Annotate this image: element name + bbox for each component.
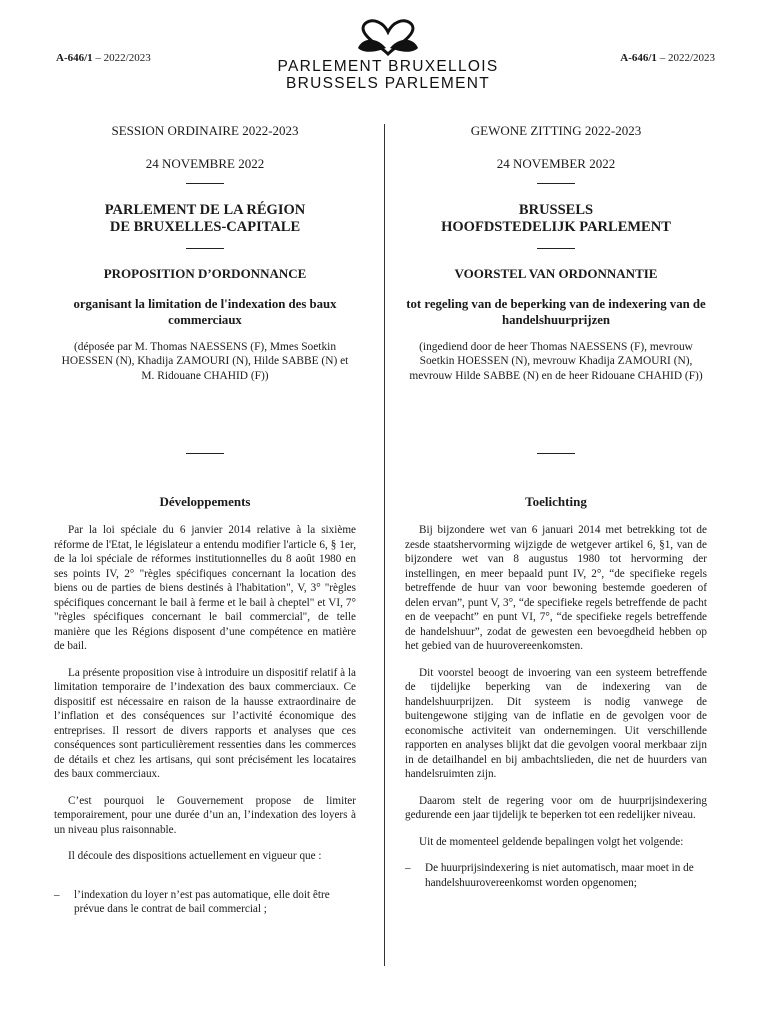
session-date: 24 NOVEMBER 2022 (496, 155, 616, 171)
dutch-column (405, 123, 707, 889)
document-year: – 2022/2023 (92, 52, 151, 64)
session-label: GEWONE ZITTING 2022-2023 (470, 123, 642, 138)
paragraph: Dit voorstel beoogt de invoering van een systeem betreffende de tijdelijke beperking van de indexering van de handelshuurprijzen. Dit systeem is nodig vanwege de buitengewone stijging van de inflatie en de gevolgen voor de economische activiteit van ondernemingen. Uit verschillende rapporten en analyses blijkt dat die gevolgen vooral merkbaar zijn in de detailhandel en bij ambachtslieden, die net de huurders van handelsruimten zijn. (405, 666, 707, 780)
document-reference-right (620, 52, 715, 64)
document-number: A-646/1 (620, 52, 657, 64)
logo-text-nl: BRUSSELS PARLEMENT (286, 75, 490, 92)
logo-text-fr: PARLEMENT BRUXELLOIS (277, 58, 499, 75)
separator (186, 183, 224, 184)
document-type: VOORSTEL VAN ORDONNANTIE (454, 266, 658, 281)
document-title: organisant la limitation de l'indexation des baux commerciaux (73, 296, 337, 327)
institution-line-1: BRUSSELS (518, 202, 594, 218)
bullet-dash: – (405, 862, 411, 874)
section-heading: Développements (159, 494, 251, 509)
institution-name (54, 202, 356, 236)
parliament-heart-logo-icon (356, 18, 420, 58)
paragraph: C’est pourquoi le Gouvernement propose de limiter temporairement, pour une durée d’un an, l’indexation des loyers à un niveau plus raisonnable. (54, 794, 356, 836)
authors: (déposée par M. Thomas NAESSENS (F), Mmes Soetkin HOESSEN (N), Khadija ZAMOURI (N), Hilde SABBE (N) et M. Ridouane CHAHID (F)) (61, 340, 349, 382)
list-item (405, 861, 707, 890)
document-year: – 2022/2023 (656, 52, 715, 64)
authors: (ingediend door de heer Thomas NAESSENS (F), mevrouw Soetkin HOESSEN (N), mevrouw Khadija ZAMOURI (N), mevrouw Hilde SABBE (N) en de heer Ridouane CHAHID (F)) (409, 340, 703, 382)
institution-line-1: PARLEMENT DE LA RÉGION (104, 202, 306, 218)
separator (537, 248, 575, 249)
section-heading: Toelichting (525, 494, 587, 509)
institution-line-2: HOOFDSTEDELIJK PARLEMENT (441, 219, 671, 235)
separator (186, 453, 224, 454)
session-date: 24 NOVEMBRE 2022 (145, 155, 265, 171)
document-type: PROPOSITION D’ORDONNANCE (103, 266, 307, 281)
body-text (54, 523, 356, 917)
paragraph: Il découle des dispositions actuellement en vigueur que : (68, 850, 322, 862)
bullet-dash: – (54, 888, 60, 901)
paragraph: Bij bijzondere wet van 6 januari 2014 met betrekking tot de zesde staatshervorming wijzigde de wetgever artikel 6, §1, van de bijzondere wet van 8 augustus 1980 tot hervorming der instellingen, en meer bepaald punt IV, 2°, “de specifieke regels betreffende de huur van voor bewoning bestemde goederen of delen ervan”, punt V, 3°, “de specifieke regels betreffende de pacht en de veepacht” en punt VI, 7°, “de specifieke regels betreffende de handelshuur”, zodat de gewesten een bevoegdheid hebben op het gebied van de huurovereenkomsten. (405, 524, 707, 652)
body-text (405, 523, 707, 890)
column-divider (384, 124, 385, 966)
paragraph: Uit de momenteel geldende bepalingen volgt het volgende: (419, 835, 684, 848)
separator (537, 183, 575, 184)
paragraph: Daarom stelt de regering voor om de huurprijsindexering gedurende een jaar tijdelijk te beperken tot een redelijker niveau. (405, 794, 707, 821)
list-item (54, 888, 356, 917)
parliament-logo (268, 18, 508, 92)
document-number: A-646/1 (56, 52, 93, 64)
document-title: tot regeling van de beperking van de indexering van de handelshuurprijzen (406, 296, 706, 327)
document-reference-left (56, 52, 151, 64)
separator (537, 453, 575, 454)
list-item-text: l’indexation du loyer n’est pas automatique, elle doit être prévue dans le contrat de bail commercial ; (74, 888, 330, 915)
separator (186, 248, 224, 249)
session-label: SESSION ORDINAIRE 2022-2023 (111, 123, 299, 138)
institution-line-2: DE BRUXELLES-CAPITALE (109, 219, 301, 235)
french-column (54, 123, 356, 915)
paragraph: La présente proposition vise à introduire un dispositif relatif à la limitation temporaire de l’indexation des baux commerciaux. Ce dispositif est nécessaire en raison de la hausse extraordinaire de l’inflation et des conséquences sur l’activité économique des entreprises. Il ressort de divers rapports et analyses que ces conséquences sont particulièrement ressenties dans les commerces de détails et chez les artisans, qui sont précisément les locataires des baux commerciaux. (54, 666, 356, 780)
list-item-text: De huurprijsindexering is niet automatisch, maar moet in de handelshuurovereenkomst worden opgenomen; (425, 862, 694, 889)
paragraph: Par la loi spéciale du 6 janvier 2014 relative à la sixième réforme de l'Etat, le législateur a entendu modifier l'article 6, § 1er, de la loi spéciale de réformes institutionnelles du 8 août 1980 en ses points IV, 2° "règles spécifiques concernant la location des biens ou de parties de biens destinés à l'habitation", V, 3° "règles spécifiques concernant le bail à ferme et le bail à cheptel" et VI, 7° "règles spécifiques concernant le bail commercial", de telle manière que les Régions disposent d’une compétence en matière de bail. (54, 524, 356, 652)
institution-name (405, 202, 707, 236)
